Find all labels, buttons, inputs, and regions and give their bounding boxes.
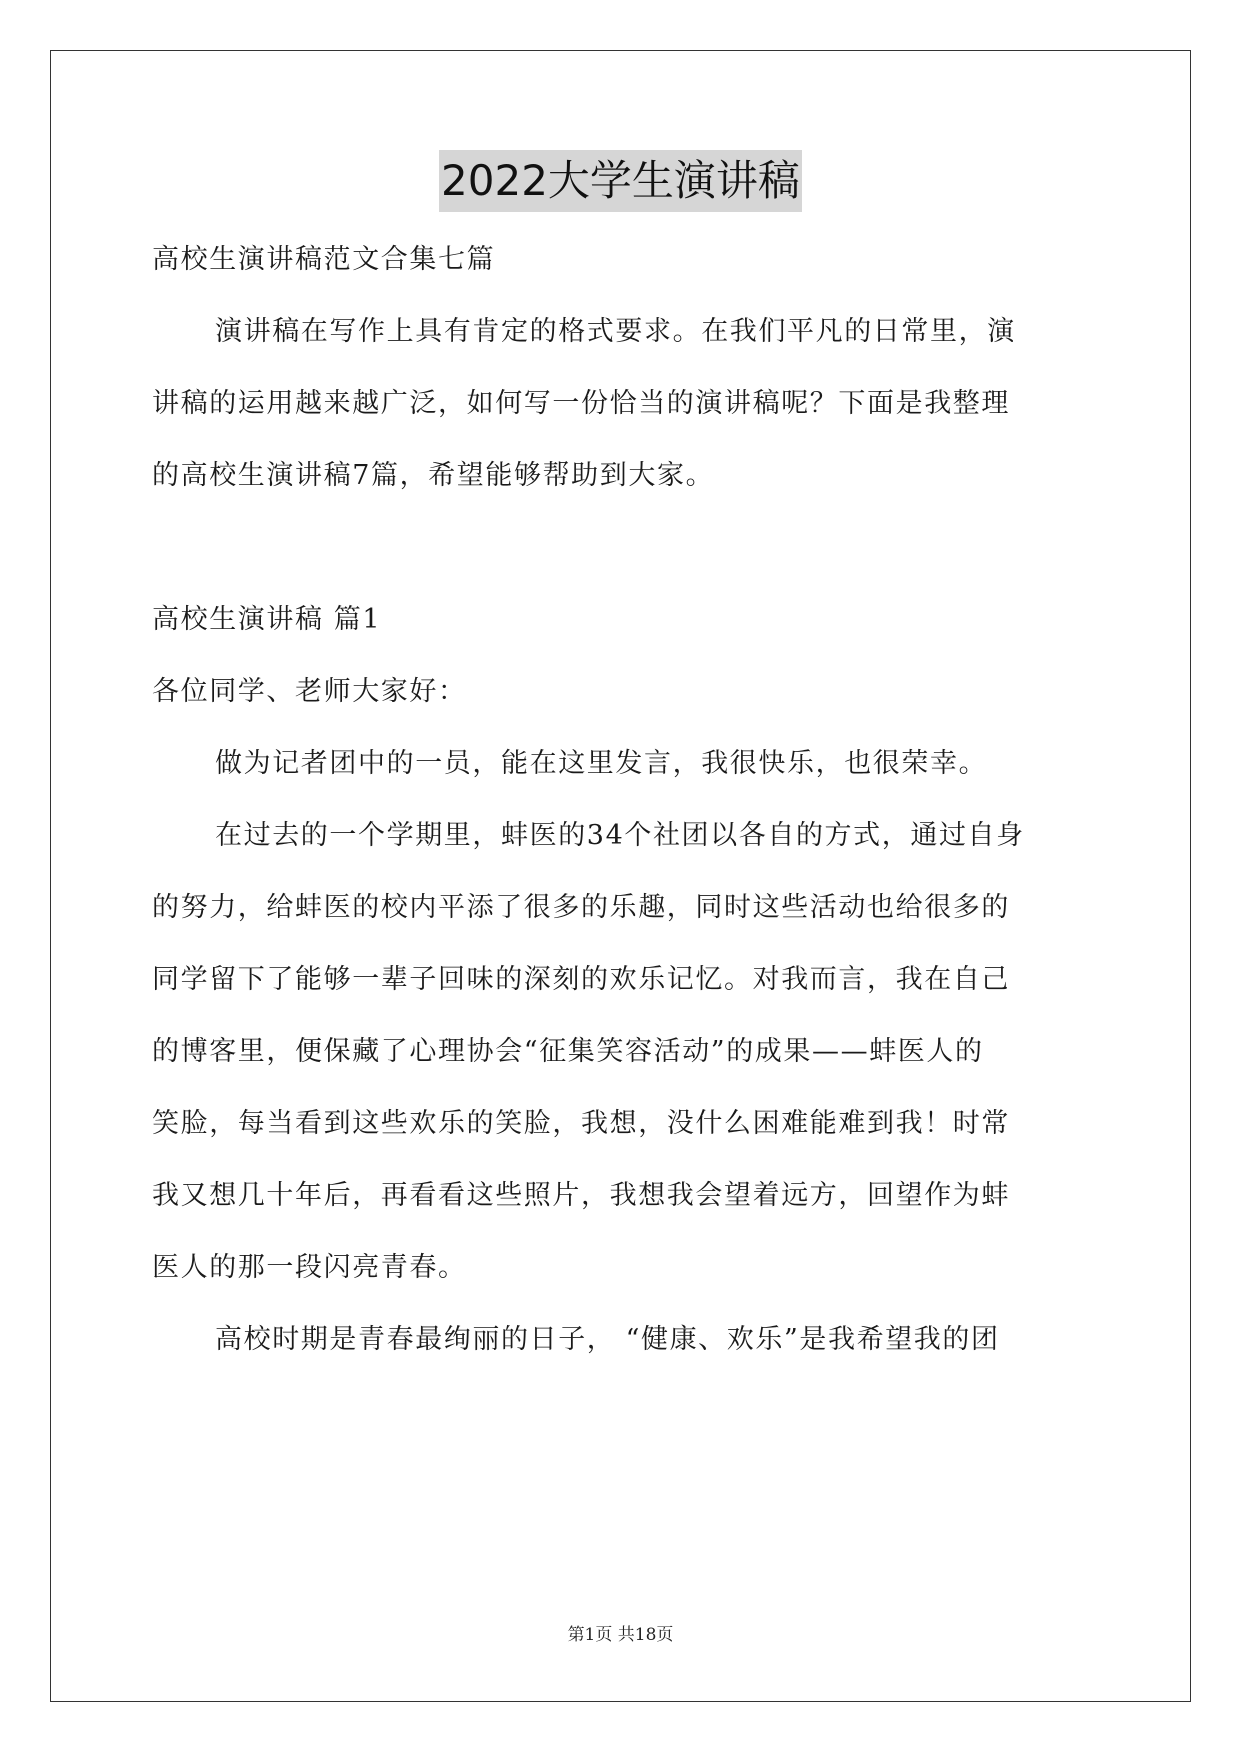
body-line: 在过去的一个学期里，蚌医的34个社团以各自的方式，通过自身 xyxy=(215,820,1025,851)
body-line: 同学留下了能够一辈子回味的深刻的欢乐记忆。对我而言，我在自己 xyxy=(152,964,1010,995)
page-border xyxy=(50,50,1191,1702)
body-line: 笑脸，每当看到这些欢乐的笑脸，我想，没什么困难能难到我！时常 xyxy=(152,1108,1010,1139)
body-line: 的博客里，便保藏了心理协会“征集笑容活动”的成果——蚌医人的 xyxy=(152,1036,984,1067)
document-subtitle: 高校生演讲稿范文合集七篇 xyxy=(152,244,496,275)
title-container xyxy=(0,150,1241,212)
body-line: 的努力，给蚌医的校内平添了很多的乐趣，同时这些活动也给很多的 xyxy=(152,892,1010,923)
salutation: 各位同学、老师大家好： xyxy=(152,676,467,707)
intro-line: 演讲稿在写作上具有肯定的格式要求。在我们平凡的日常里，演 xyxy=(215,316,1016,347)
body-line: 医人的那一段闪亮青春。 xyxy=(152,1252,467,1283)
body-line: 做为记者团中的一员，能在这里发言，我很快乐，也很荣幸。 xyxy=(215,748,988,779)
document-title: 2022大学生演讲稿 xyxy=(439,150,802,212)
intro-line: 讲稿的运用越来越广泛，如何写一份恰当的演讲稿呢？下面是我整理 xyxy=(152,388,1010,419)
body-line: 高校时期是青春最绚丽的日子， “健康、欢乐”是我希望我的团 xyxy=(215,1324,1000,1355)
section-heading: 高校生演讲稿 篇1 xyxy=(152,604,382,635)
intro-line: 的高校生演讲稿7篇，希望能够帮助到大家。 xyxy=(152,460,715,491)
page-number-footer: 第1页 共18页 xyxy=(567,1625,674,1645)
body-line: 我又想几十年后，再看看这些照片，我想我会望着远方，回望作为蚌 xyxy=(152,1180,1010,1211)
